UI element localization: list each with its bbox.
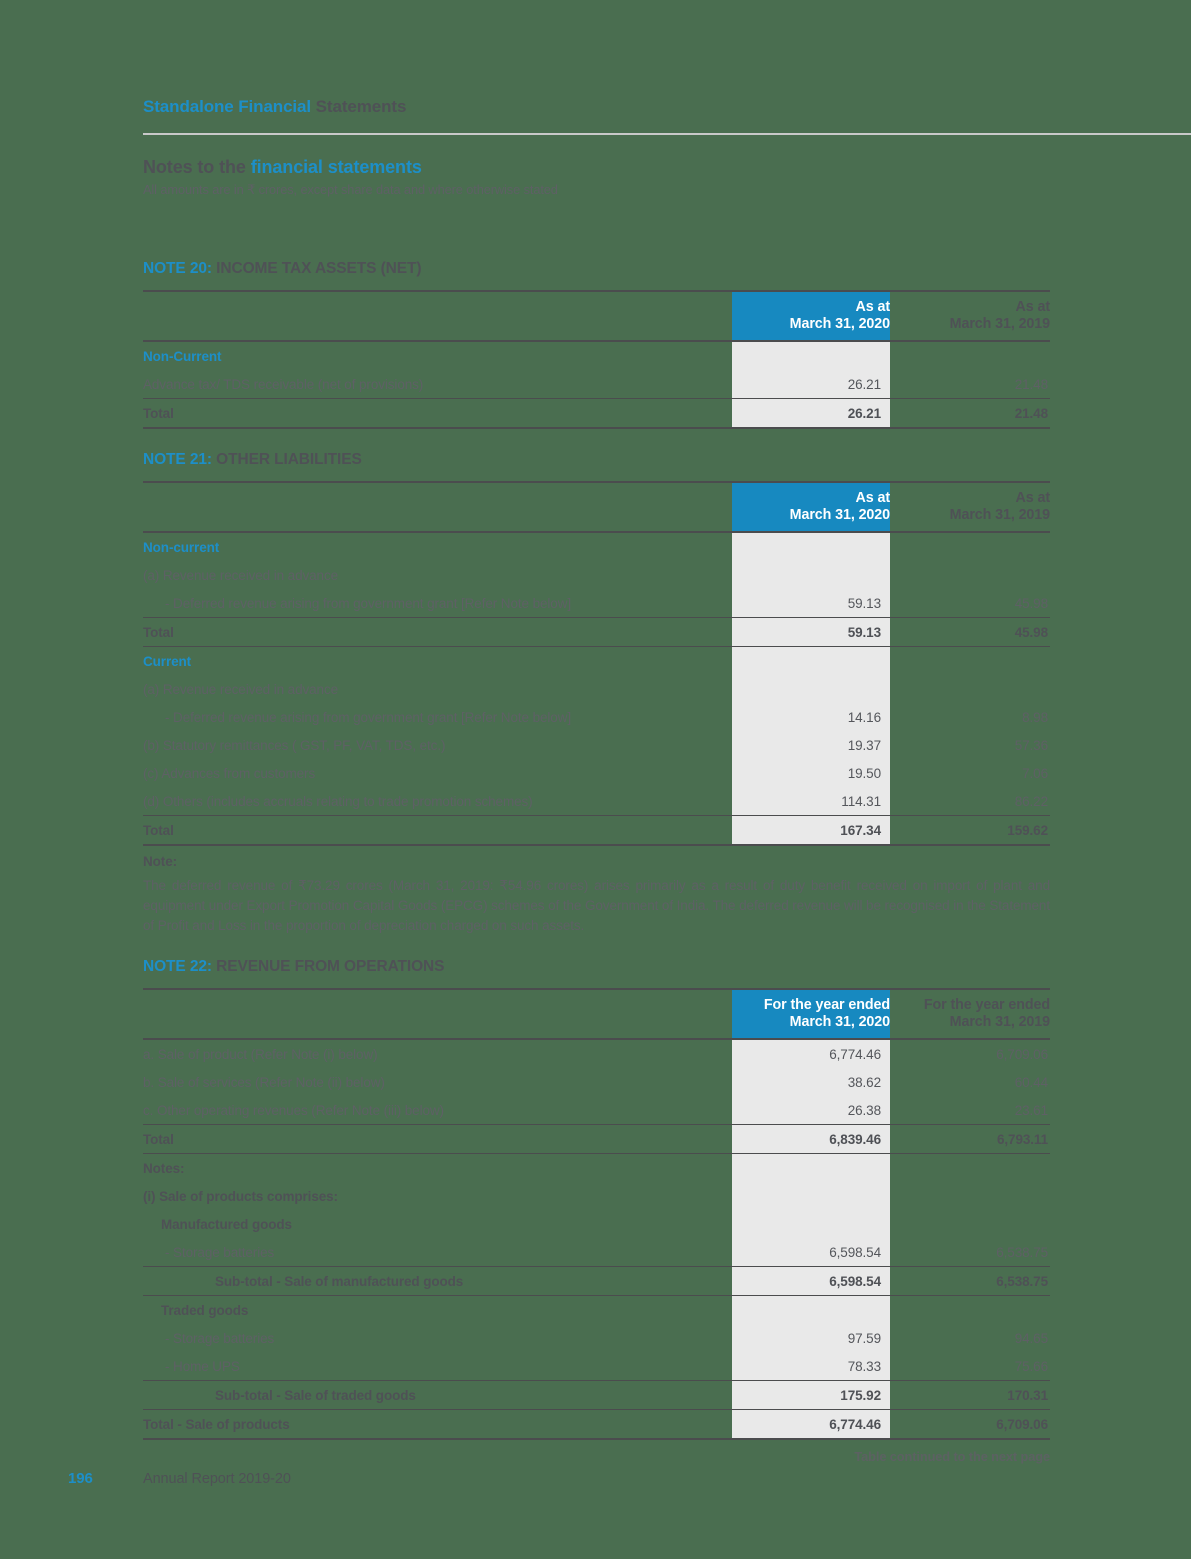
table-row	[143, 1267, 1050, 1296]
value-2020	[732, 647, 890, 676]
column-header-line: March 31, 2019	[949, 1014, 1050, 1030]
header-spacer-cell	[143, 291, 732, 341]
note-title	[143, 451, 1050, 469]
table-row	[143, 370, 1050, 399]
note-20-table	[143, 290, 1050, 429]
value-2019	[890, 1210, 1050, 1238]
table-row	[143, 1238, 1050, 1267]
value-2020	[732, 1154, 890, 1183]
column-header-line: As at	[855, 490, 890, 506]
running-header-rest: Statements	[311, 97, 407, 116]
value-2019: 8.98	[1022, 709, 1048, 725]
value-2019: 6,709.06	[996, 1046, 1048, 1062]
column-header-line: March 31, 2019	[949, 316, 1050, 332]
column-header-line: As at	[1015, 490, 1050, 506]
table-row	[143, 1182, 1050, 1210]
row-label: b. Sale of services (Refer Note (ii) below)	[143, 1074, 385, 1090]
column-header-2020	[732, 989, 890, 1039]
note-section-note-21	[143, 451, 1050, 936]
table-row	[143, 589, 1050, 618]
notes-container	[143, 260, 1050, 1464]
value-2019: 21.48	[890, 399, 1050, 429]
row-label: (c) Advances from customers	[143, 765, 316, 781]
page-footer	[68, 1470, 468, 1490]
header-spacer-cell	[143, 989, 732, 1039]
value-2020: 6,774.46	[732, 1410, 890, 1440]
column-header-2019	[890, 482, 1050, 532]
row-label: (d) Others (includes accruals relating to trade promotion schemes)	[143, 793, 533, 809]
value-2019: 6,538.75	[890, 1267, 1050, 1296]
column-header-line: For the year ended	[763, 997, 890, 1013]
table-header-row	[143, 989, 1050, 1039]
value-2020	[732, 1182, 890, 1210]
value-2019	[890, 341, 1050, 370]
column-header-2019	[890, 989, 1050, 1039]
note-22-table	[143, 988, 1050, 1440]
value-2020: 6,598.54	[732, 1267, 890, 1296]
table-row	[143, 759, 1050, 787]
column-header-line: As at	[1015, 299, 1050, 315]
value-2020: 19.37	[732, 731, 890, 759]
note-section-note-22	[143, 958, 1050, 1464]
value-2020: 26.21	[732, 399, 890, 429]
value-2020: 14.16	[732, 703, 890, 731]
value-2020	[732, 1210, 890, 1238]
table-continued-note: Table continued to the next page	[854, 1449, 1050, 1464]
footnote-text: The deferred revenue of ₹73.29 crores (March 31, 2019: ₹54.96 crores) arises primarily as a result of duty benefit received on import of plant and equipment under Export Promotion Capital Goods (EPCG) schemes of the Government of India. The deferred revenue will be recognised in the Statement of Profit and Loss in the proportion of depreciation charged on such assets.	[143, 878, 1050, 933]
row-label: Notes:	[143, 1160, 185, 1176]
value-2019	[890, 1296, 1050, 1325]
column-header-2019	[890, 291, 1050, 341]
footnote-heading: Note:	[143, 854, 177, 869]
row-label: (a) Revenue received in advance	[143, 567, 339, 583]
value-2019	[890, 1154, 1050, 1183]
value-2020: 19.50	[732, 759, 890, 787]
value-2020: 38.62	[732, 1068, 890, 1096]
value-2019: 86.22	[1014, 793, 1048, 809]
value-2020: 6,598.54	[732, 1238, 890, 1267]
table-footnote	[143, 854, 1050, 936]
table-row	[143, 647, 1050, 676]
value-2020	[732, 532, 890, 561]
note-title-text: REVENUE FROM OPERATIONS	[216, 958, 445, 975]
value-2019: 7.06	[1022, 765, 1048, 781]
amounts-disclaimer: All amounts are in ₹ crores, except share data and where otherwise stated	[143, 182, 558, 197]
table-row	[143, 1068, 1050, 1096]
value-2019	[890, 561, 1050, 589]
row-label: Advance tax/ TDS receivable (net of provisions)	[143, 376, 424, 392]
table-row	[143, 1125, 1050, 1154]
value-2019	[890, 647, 1050, 676]
value-2020: 6,774.46	[732, 1039, 890, 1068]
value-2020: 175.92	[732, 1381, 890, 1410]
row-label: - Storage batteries	[165, 1244, 275, 1260]
row-label: Non-Current	[143, 348, 222, 364]
table-row	[143, 1410, 1050, 1440]
table-row	[143, 399, 1050, 429]
note-21-table	[143, 481, 1050, 846]
column-header-line: For the year ended	[923, 997, 1050, 1013]
row-label: (i) Sale of products comprises:	[143, 1188, 338, 1204]
note-title-text: INCOME TAX ASSETS (NET)	[216, 260, 422, 277]
value-2019: 57.36	[1014, 737, 1048, 753]
column-header-2020	[732, 482, 890, 532]
row-label: Total	[143, 399, 732, 429]
table-row	[143, 561, 1050, 589]
table-row	[143, 731, 1050, 759]
note-section-note-20	[143, 260, 1050, 429]
value-2020	[732, 561, 890, 589]
row-label: - Storage batteries	[165, 1330, 275, 1346]
column-header-line: March 31, 2020	[789, 507, 890, 523]
note-title-prefix: NOTE 20:	[143, 260, 217, 277]
row-label: (b) Statutory remittances ( GST, PF, VAT, TDS, etc.)	[143, 737, 446, 753]
row-label: - Deferred revenue arising from government grant [Refer Note below]	[165, 595, 571, 611]
table-row	[143, 341, 1050, 370]
table-row	[143, 618, 1050, 647]
value-2019	[890, 1182, 1050, 1210]
row-label: c. Other operating revenues (Refer Note (iii) below)	[143, 1102, 444, 1118]
column-header-line: March 31, 2020	[789, 1014, 890, 1030]
row-label: - Home UPS	[165, 1358, 240, 1374]
table-row	[143, 1096, 1050, 1125]
value-2019: 23.61	[1014, 1102, 1048, 1118]
table-row	[143, 1210, 1050, 1238]
value-2020: 97.59	[732, 1324, 890, 1352]
value-2020: 6,839.46	[732, 1125, 890, 1154]
row-label: (a) Revenue received in advance	[143, 681, 339, 697]
row-label: Total	[143, 1125, 732, 1154]
value-2019	[890, 532, 1050, 561]
table-row	[143, 703, 1050, 731]
value-2019: 94.65	[1014, 1330, 1048, 1346]
table-row	[143, 1324, 1050, 1352]
value-2019: 6,709.06	[996, 1416, 1048, 1432]
table-row	[143, 787, 1050, 816]
value-2020: 59.13	[732, 589, 890, 618]
table-row	[143, 1381, 1050, 1410]
value-2020	[732, 1296, 890, 1325]
note-title	[143, 958, 1050, 976]
column-header-2020	[732, 291, 890, 341]
row-label: Current	[143, 653, 192, 669]
row-label: Total - Sale of products	[143, 1416, 290, 1432]
table-row	[143, 1039, 1050, 1068]
row-label: Total	[143, 816, 732, 846]
value-2020: 114.31	[732, 787, 890, 816]
value-2020: 26.21	[732, 370, 890, 399]
page-content	[143, 0, 1050, 1464]
value-2020: 26.38	[732, 1096, 890, 1125]
table-header-row	[143, 291, 1050, 341]
running-header-accent: Standalone Financial	[143, 97, 312, 116]
page-title-accent: financial statements	[250, 157, 422, 177]
row-label: Sub-total - Sale of traded goods	[143, 1381, 732, 1410]
table-row	[143, 1154, 1050, 1183]
note-title-prefix: NOTE 21:	[143, 451, 217, 468]
table-row	[143, 1352, 1050, 1381]
column-header-line: March 31, 2019	[949, 507, 1050, 523]
value-2020: 78.33	[732, 1352, 890, 1381]
value-2019	[890, 675, 1050, 703]
running-header	[143, 0, 1050, 117]
row-label: Total	[143, 618, 732, 647]
value-2019: 170.31	[890, 1381, 1050, 1410]
value-2019: 45.98	[1014, 595, 1048, 611]
page-title	[143, 157, 1050, 178]
row-label: Traded goods	[161, 1302, 249, 1318]
row-label: a. Sale of product (Refer Note (i) below)	[143, 1046, 378, 1062]
page-title-prefix: Notes to the	[143, 157, 251, 177]
value-2019: 159.62	[890, 816, 1050, 846]
value-2020: 167.34	[732, 816, 890, 846]
table-row	[143, 532, 1050, 561]
row-label: - Deferred revenue arising from government grant [Refer Note below]	[165, 709, 571, 725]
note-title	[143, 260, 1050, 278]
footer-report-label: Annual Report 2019-20	[143, 1471, 291, 1487]
table-row	[143, 1296, 1050, 1325]
table-header-row	[143, 482, 1050, 532]
value-2020	[732, 675, 890, 703]
note-title-text: OTHER LIABILITIES	[216, 451, 362, 468]
row-label: Non-current	[143, 539, 220, 555]
value-2019: 6,793.11	[890, 1125, 1050, 1154]
column-header-line: March 31, 2020	[789, 316, 890, 332]
table-row	[143, 816, 1050, 846]
column-header-line: As at	[855, 299, 890, 315]
value-2020: 59.13	[732, 618, 890, 647]
value-2019: 45.98	[890, 618, 1050, 647]
value-2019: 60.44	[1014, 1074, 1048, 1090]
note-title-prefix: NOTE 22:	[143, 958, 217, 975]
row-label: Manufactured goods	[161, 1216, 292, 1232]
value-2020	[732, 341, 890, 370]
row-label: Sub-total - Sale of manufactured goods	[143, 1267, 732, 1296]
value-2019: 75.66	[1014, 1358, 1048, 1374]
table-row	[143, 675, 1050, 703]
header-spacer-cell	[143, 482, 732, 532]
page-number: 196	[68, 1470, 93, 1487]
value-2019: 21.48	[1014, 376, 1048, 392]
value-2019: 6,538.75	[996, 1244, 1048, 1260]
